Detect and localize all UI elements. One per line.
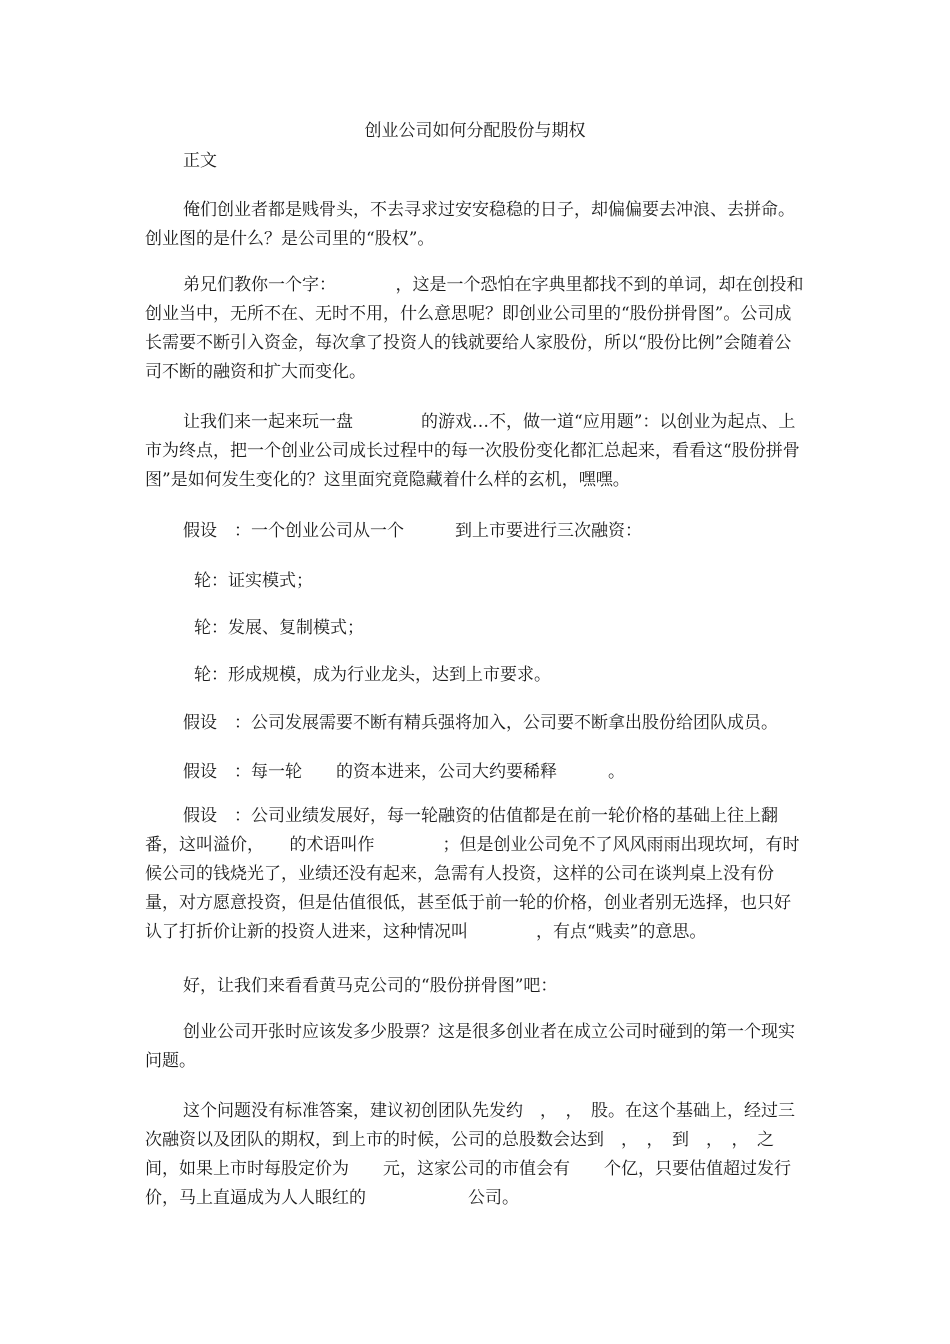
page-title: 创业公司如何分配股份与期权: [364, 121, 586, 141]
section-label: 正文: [183, 151, 217, 171]
paragraph: 创业公司开张时应该发多少股票？这是很多创业者在成立公司时碰到的第一个现实问题。: [145, 1022, 795, 1071]
paragraph: 俺们创业者都是贱骨头，不去寻求过安安稳稳的日子，却偏偏要去冲浪、去拼命。创业图的是什么？是公司里的“股权”。: [145, 200, 795, 249]
paragraph: 这个问题没有标准答案，建议初创团队先发约 ， ， 股。在这个基础上，经过三次融资以及团队的期权，到上市的时候，公司的总股数会达到 ， ， 到 ， ， 之间，如果上市时每股定价为 元，这家公司的市值会有 个亿，只要估值超过发行价，马上直逼成为人人眼红的 公司。: [145, 1101, 795, 1208]
round-line: 轮：形成规模，成为行业龙头，达到上市要求。: [194, 665, 551, 685]
paragraph: 假设 ：公司业绩发展好，每一轮融资的估值都是在前一轮价格的基础上往上翻番，这叫溢价， 的术语叫作 ；但是创业公司免不了风风雨雨出现坎坷，有时候公司的钱烧光了，业绩还没有起来，急需有人投资，这样的公司在谈判桌上没有份量，对方愿意投资，但是估值很低，甚至低于前一轮的价格，创业者别无选择，也只好认了打折价让新的投资人进来，这种情况叫 ，有点“贱卖”的意思。: [145, 806, 800, 942]
paragraph: 弟兄们教你一个字： ，这是一个恐怕在字典里都找不到的单词，却在创投和创业当中，无所不在、无时不用，什么意思呢？即创业公司里的“股份拼骨图”。公司成长需要不断引入资金，每次拿了投资人的钱就要给人家股份，所以“股份比例”会随着公司不断的融资和扩大而变化。: [145, 275, 804, 382]
paragraph: 好，让我们来看看黄马克公司的“股份拼骨图”吧：: [183, 976, 558, 996]
assumption-line: 假设 ：每一轮 的资本进来，公司大约要稀释 。: [183, 762, 625, 782]
assumption-line: 假设 ：一个创业公司从一个 到上市要进行三次融资：: [183, 521, 642, 541]
paragraph: 让我们来一起来玩一盘 的游戏…不，做一道“应用题”：以创业为起点、上市为终点，把一个创业公司成长过程中的每一次股份变化都汇总起来，看看这“股份拼骨图”是如何发生变化的？这里面究竟隐藏着什么样的玄机，嘿嘿。: [145, 412, 800, 490]
round-line: 轮：证实模式；: [194, 571, 313, 591]
round-line: 轮：发展、复制模式；: [194, 618, 364, 638]
assumption-line: 假设 ：公司发展需要不断有精兵强将加入，公司要不断拿出股份给团队成员。: [183, 713, 778, 733]
